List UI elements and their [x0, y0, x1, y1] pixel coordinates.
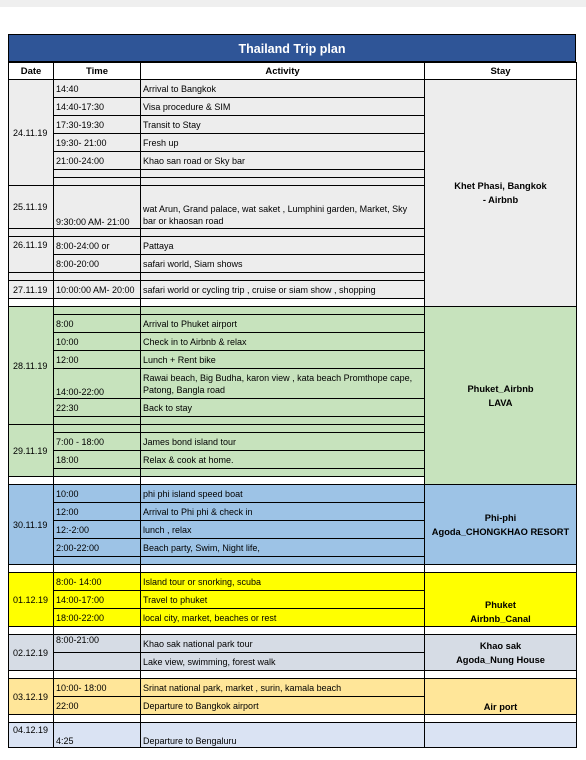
time-cell: 17:30-19:30 — [54, 116, 141, 134]
activity-cell: Arrival to Phuket airport — [141, 315, 425, 333]
activity-cell: James bond island tour — [141, 433, 425, 451]
header-activity: Activity — [141, 63, 425, 80]
activity-cell: lunch , relax — [141, 521, 425, 539]
table-row — [9, 723, 577, 748]
time-cell: 12:-2:00 — [54, 521, 141, 539]
activity-cell: Khao san road or Sky bar — [141, 152, 425, 170]
time-cell: 21:00-24:00 — [54, 152, 141, 170]
time-cell: 8:00-24:00 or — [54, 237, 141, 255]
activity-cell: Rawai beach, Big Budha, karon view , kata beach Promthope cape, Patong, Bangla road — [141, 369, 425, 399]
stay-name: Khet Phasi, Bangkok — [454, 181, 547, 191]
date-cell: 04.12.19 — [9, 723, 54, 748]
table-row — [9, 679, 577, 697]
time-cell: 8:00 — [54, 315, 141, 333]
date-cell: 28.11.19 — [9, 307, 54, 425]
date-cell: 27.11.19 — [9, 281, 54, 299]
stay-cell-bangkok — [425, 80, 577, 307]
sheet-title: Thailand Trip plan — [8, 34, 576, 62]
table-row — [9, 485, 577, 503]
stay-cell-phiphi — [425, 485, 577, 565]
activity-cell: Check in to Airbnb & relax — [141, 333, 425, 351]
time-cell: 18:00 — [54, 451, 141, 469]
activity-cell: wat Arun, Grand palace, wat saket , Lumphini garden, Market, Sky bar or khaosan road — [141, 186, 425, 229]
time-cell: 14:00-22:00 — [54, 369, 141, 399]
activity-cell: safari world or cycling trip , cruise or siam show , shopping — [141, 281, 425, 299]
activity-cell: safari world, Siam shows — [141, 255, 425, 273]
activity-cell: Arrival to Bangkok — [141, 80, 425, 98]
stay-cell-empty — [425, 723, 577, 748]
activity-cell: Fresh up — [141, 134, 425, 152]
time-cell: 2:00-22:00 — [54, 539, 141, 557]
spacer-row — [9, 715, 577, 723]
time-cell: 10:00- 18:00 — [54, 679, 141, 697]
trip-plan-sheet — [8, 34, 576, 748]
header-date: Date — [9, 63, 54, 80]
date-cell: 01.12.19 — [9, 573, 54, 627]
table-row — [9, 635, 577, 653]
spacer-row — [9, 307, 577, 315]
date-cell: 25.11.19 — [9, 186, 54, 229]
time-cell: 10:00:00 AM- 20:00 — [54, 281, 141, 299]
time-cell: 8:00-20:00 — [54, 255, 141, 273]
activity-cell: Arrival to Phi phi & check in — [141, 503, 425, 521]
stay-name: Phuket_Airbnb — [467, 383, 534, 394]
stay-cell-airport — [425, 679, 577, 715]
time-cell: 22:00 — [54, 697, 141, 715]
time-cell: 9:30:00 AM- 21:00 — [54, 186, 141, 229]
spacer-row — [9, 565, 577, 573]
activity-cell: Pattaya — [141, 237, 425, 255]
stay-cell-phuket-canal — [425, 573, 577, 627]
time-cell: 19:30- 21:00 — [54, 134, 141, 152]
activity-cell: Visa procedure & SIM — [141, 98, 425, 116]
spacer-row — [9, 627, 577, 635]
activity-cell: Lake view, swimming, forest walk — [141, 653, 425, 671]
time-cell: 22:30 — [54, 399, 141, 417]
time-cell — [54, 653, 141, 671]
time-cell: 10:00 — [54, 485, 141, 503]
activity-cell: Beach party, Swim, Night life, — [141, 539, 425, 557]
time-cell: 14:40-17:30 — [54, 98, 141, 116]
stay-type: - Airbnb — [482, 195, 519, 205]
time-cell: 12:00 — [54, 503, 141, 521]
activity-cell: Departure to Bangkok airport — [141, 697, 425, 715]
date-cell: 24.11.19 — [9, 80, 54, 186]
time-cell: 7:00 - 18:00 — [54, 433, 141, 451]
date-cell: 03.12.19 — [9, 679, 54, 715]
time-cell: 14:00-17:00 — [54, 591, 141, 609]
activity-cell: local city, market, beaches or rest — [141, 609, 425, 627]
stay-cell-phuket-lava — [425, 307, 577, 485]
stay-name: Air port — [483, 702, 518, 712]
activity-cell: Departure to Bengaluru — [141, 723, 425, 748]
header-row — [9, 63, 577, 80]
date-cell: 29.11.19 — [9, 425, 54, 477]
stay-type: LAVA — [488, 397, 513, 408]
activity-cell: Khao sak national park tour — [141, 635, 425, 653]
activity-cell: Relax & cook at home. — [141, 451, 425, 469]
stay-type: Airbnb_Canal — [470, 614, 531, 624]
time-cell: 4:25 — [54, 723, 141, 748]
time-cell: 8:00- 14:00 — [54, 573, 141, 591]
time-cell: 14:40 — [54, 80, 141, 98]
table-row — [9, 573, 577, 591]
table-row — [9, 80, 577, 98]
stay-name: Phuket — [485, 600, 516, 610]
top-bar — [0, 0, 586, 7]
stay-name: Khao sak — [479, 640, 522, 651]
stay-type: Agoda_Nung House — [456, 654, 545, 665]
stay-name: Phi-phi — [484, 512, 517, 523]
activity-cell: Back to stay — [141, 399, 425, 417]
time-cell: 8:00-21:00 — [54, 635, 141, 653]
stay-type: Agoda_CHONGKHAO RESORT — [431, 526, 570, 537]
activity-cell: Srinat national park, market , surin, kamala beach — [141, 679, 425, 697]
time-cell: 12:00 — [54, 351, 141, 369]
spacer-row — [9, 671, 577, 679]
time-cell: 10:00 — [54, 333, 141, 351]
time-cell: 18:00-22:00 — [54, 609, 141, 627]
activity-cell: Transit to Stay — [141, 116, 425, 134]
trip-plan-table — [8, 62, 577, 748]
date-cell: 26.11.19 — [9, 237, 54, 273]
date-cell: 02.12.19 — [9, 635, 54, 671]
activity-cell: Travel to phuket — [141, 591, 425, 609]
header-time: Time — [54, 63, 141, 80]
header-stay: Stay — [425, 63, 577, 80]
stay-cell-khaosak — [425, 635, 577, 671]
activity-cell: Island tour or snorking, scuba — [141, 573, 425, 591]
activity-cell: Lunch + Rent bike — [141, 351, 425, 369]
date-cell: 30.11.19 — [9, 485, 54, 565]
activity-cell: phi phi island speed boat — [141, 485, 425, 503]
